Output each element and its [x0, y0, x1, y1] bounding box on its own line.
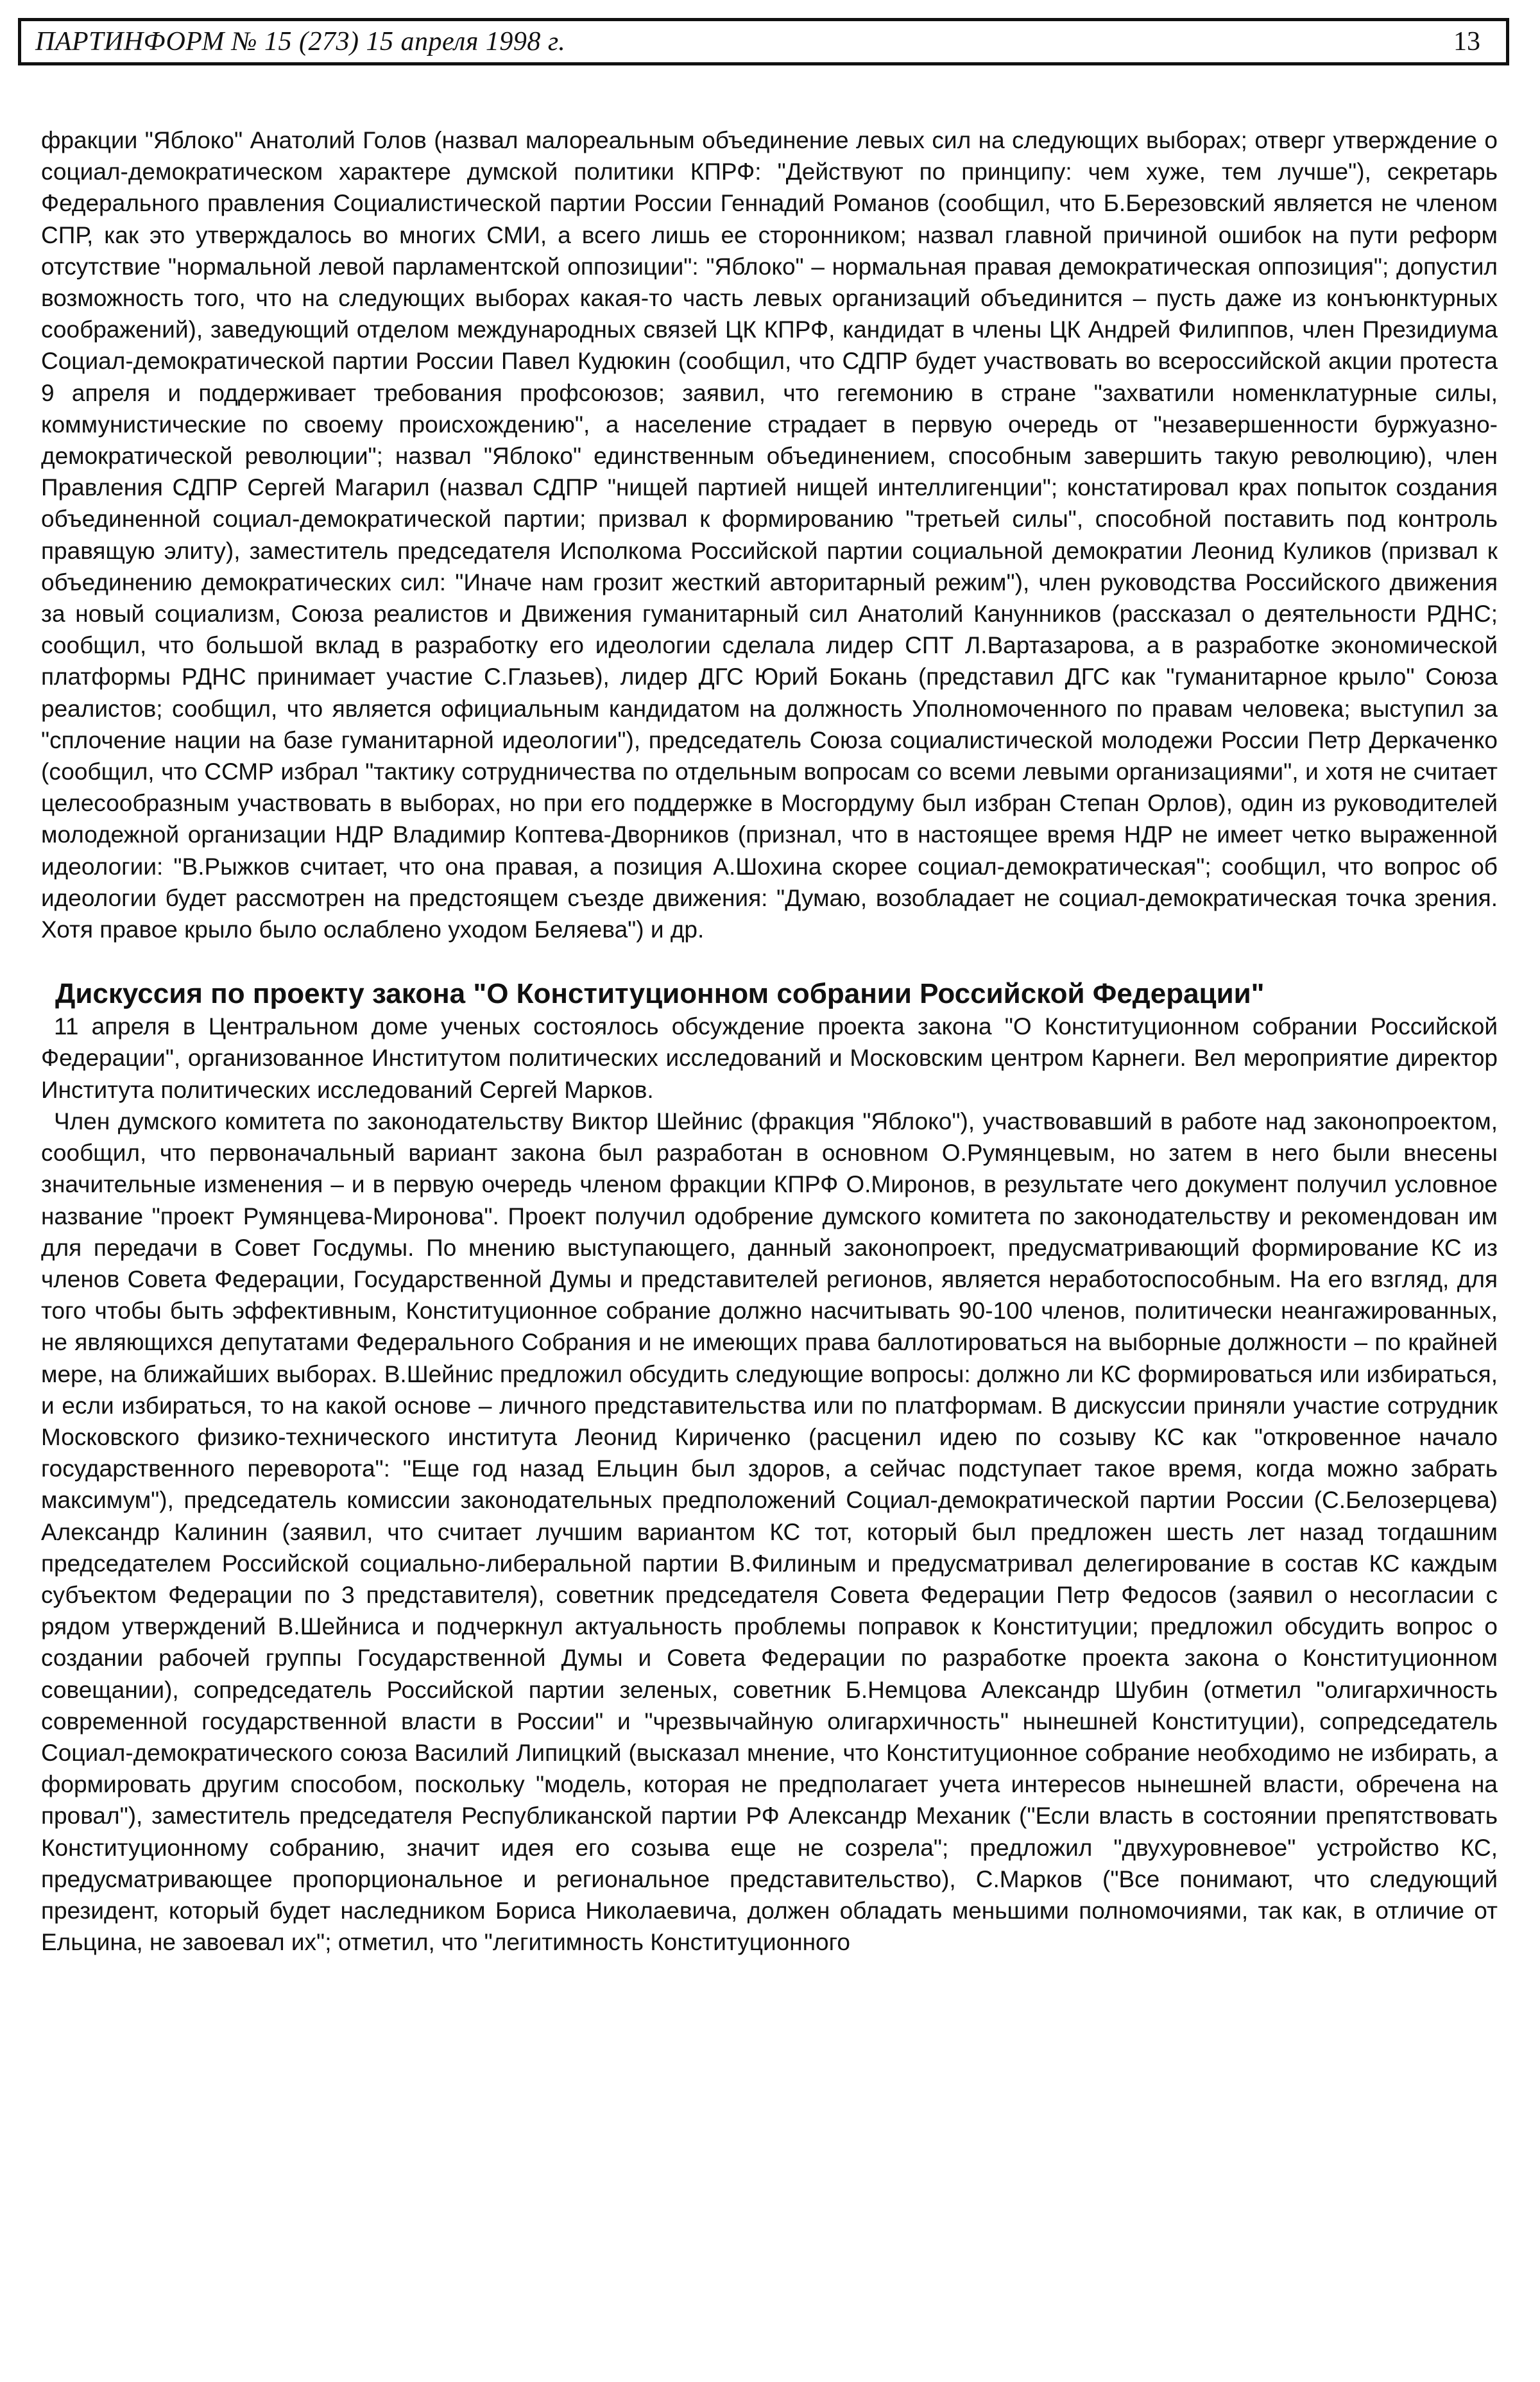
lead-paragraph: фракции "Яблоко" Анатолий Голов (назвал малореальным объединение левых сил на следующих выборах; отверг утверждение о социал-демократическом характере думской политики КПРФ: "Действуют по принципу: чем хуже, тем лучше"), секретарь Федерального правления Социалистической партии России Геннадий Романов (сообщил, что Б.Березовский является не членом СПР, как это утверждалось во многих СМИ, а всего лишь ее сторонником; назвал главной причиной ошибок на пути реформ отсутствие "нормальной левой парламентской оппозиции": "Яблоко" – нормальная правая демократическая оппозиция"; допустил возможность того, что на следующих выборах какая-то часть левых организаций объединится – пусть даже из конъюнктурных соображений), заведующий отделом международных связей ЦК КПРФ, кандидат в члены ЦК Андрей Филиппов, член Президиума Социал-демократической партии России Павел Кудюкин (сообщил, что СДПР будет участвовать во всероссийской акции протеста 9 апреля и поддерживает требования профсоюзов; заявил, что гегемонию в стране "захватили номенклатурные силы, коммунистические по своему происхождению", а население страдает в первую очередь от "незавершенности буржуазно-демократической революции"; назвал "Яблоко" единственным объединением, способным завершить такую революцию), член Правления СДПР Сергей Магарил (назвал СДПР "нищей партией нищей интеллигенции"; констатировал крах попыток создания объединенной социал-демократической партии; призвал к формированию "третьей силы", способной поставить под контроль правящую элиту), заместитель председателя Исполкома Российской партии социальной демократии Леонид Куликов (призвал к объединению демократических сил: "Иначе нам грозит жесткий авторитарный режим"), член руководства Российского движения за новый социализм, Союза реалистов и Движения гуманитарный сил Анатолий Канунников (рассказал о деятельности РДНС; сообщил, что большой вклад в разработку его идеологии сделала лидер СПТ Л.Вартазарова, а в разработке экономической платформы РДНС принимает участие С.Глазьев), лидер ДГС Юрий Бокань (представил ДГС как "гуманитарное крыло" Союза реалистов; сообщил, что является официальным кандидатом на должность Уполномоченного по правам человека; выступил за "сплочение нации на базе гуманитарной идеологии"), председатель Союза социалистической молодежи России Петр Деркаченко (сообщил, что ССМР избрал "тактику сотрудничества по отдельным вопросам со всеми левыми организациями", и хотя не считает целесообразным участвовать в выборах, но при его поддержке в Мосгордуму был избран Степан Орлов), один из руководителей молодежной организации НДР Владимир Коптева-Дворников (признал, что в настоящее время НДР не имеет четко выраженной идеологии: "В.Рыжков считает, что она правая, а позиция А.Шохина скорее социал-демократическая"; сообщил, что вопрос об идеологии будет рассмотрен на предстоящем съезде движения: "Думаю, возобладает не социал-демократическая точка зрения. Хотя правое крыло было ослаблено уходом Беляева") и др. [41, 127, 1498, 943]
section-heading: Дискуссия по проекту закона "О Конституционном собрании Российской Федерации" [55, 978, 1265, 1010]
body-paragraph: Член думского комитета по законодательству Виктор Шейнис (фракция "Яблоко"), участвовавший в работе над законопроектом, сообщил, что первоначальный вариант закона был разработан в основном О.Румянцевым, но затем в него были внесены значительные изменения – и в первую очередь членом фракции КПРФ О.Миронов, в результате чего документ получил условное название "проект Румянцева-Миронова". Проект получил одобрение думского комитета по законодательству и рекомендован им для передачи в Совет Госдумы. По мнению выступающего, данный законопроект, предусматривающий формирование КС из членов Совета Федерации, Государственной Думы и представителей регионов, является неработоспособным. На его взгляд, для того чтобы быть эффективным, Конституционное собрание должно насчитывать 90-100 членов, политически неангажированных, не являющихся депутатами Федерального Собрания и не имеющих права баллотироваться на выборные должности – по крайней мере, на ближайших выборах. В.Шейнис предложил обсудить следующие вопросы: должно ли КС формироваться или избираться, и если избираться, то на какой основе – личного представительства или по платформам. В дискуссии приняли участие сотрудник Московского физико-технического института Леонид Кириченко (расценил идею по созыву КС как "откровенное начало государственного переворота": "Еще год назад Ельцин был здоров, а сейчас подступает такое время, когда можно забрать максимум"), председатель комиссии законодательных предположений Социал-демократической партии России (С.Белозерцева) Александр Калинин (заявил, что считает лучшим вариантом КС тот, который был предложен шесть лет назад тогдашним председателем Российской социально-либеральной партии В.Филиным и предусматривал делегирование в состав КС каждым субъектом Федерации по 3 представителя), советник председателя Совета Федерации Петр Федосов (заявил о несогласии с рядом утверждений В.Шейниса и подчеркнул актуальность проблемы поправок к Конституции; предложил обсудить вопрос о создании рабочей группы Государственной Думы и Совета Федерации по разработке проекта закона о Конституционном совещании), сопредседатель Российской партии зеленых, советник Б.Немцова Александр Шубин (отметил "олигархичность современной государственной власти в России" и "чрезвычайную олигархичность" нынешней Конституции), сопредседатель Социал-демократического союза Василий Липицкий (высказал мнение, что Конституционное собрание необходимо не избирать, а формировать другим способом, поскольку "модель, которая не предполагает учета интересов нынешней власти, обречена на провал"), заместитель председателя Республиканской партии РФ Александр Механик ("Если власть в состоянии препятствовать Конституционному собранию, значит идея его созыва еще не созрела"; предложил "двухуровневое" устройство КС, предусматривающее пропорциональное и региональное представительство), С.Марков ("Все понимают, что следующий президент, который будет наследником Бориса Николаевича, должен обладать меньшими полномочиями, так как, в отличие от Ельцина, не завоевал их"; отметил, что "легитимность Конституционного [41, 1108, 1498, 1956]
page-number: 13 [1453, 27, 1480, 56]
page-body [41, 124, 1498, 1958]
publication-title: ПАРТИНФОРМ № 15 (273) 15 апреля 1998 г. [35, 27, 566, 56]
page-header [18, 18, 1509, 65]
body-paragraph: 11 апреля в Центральном доме ученых состоялось обсуждение проекта закона "О Конституционном собрании Российской Федерации", организованное Институтом политических исследований и Московским центром Карнеги. Вел мероприятие директор Института политических исследований Сергей Марков. [41, 1013, 1498, 1103]
